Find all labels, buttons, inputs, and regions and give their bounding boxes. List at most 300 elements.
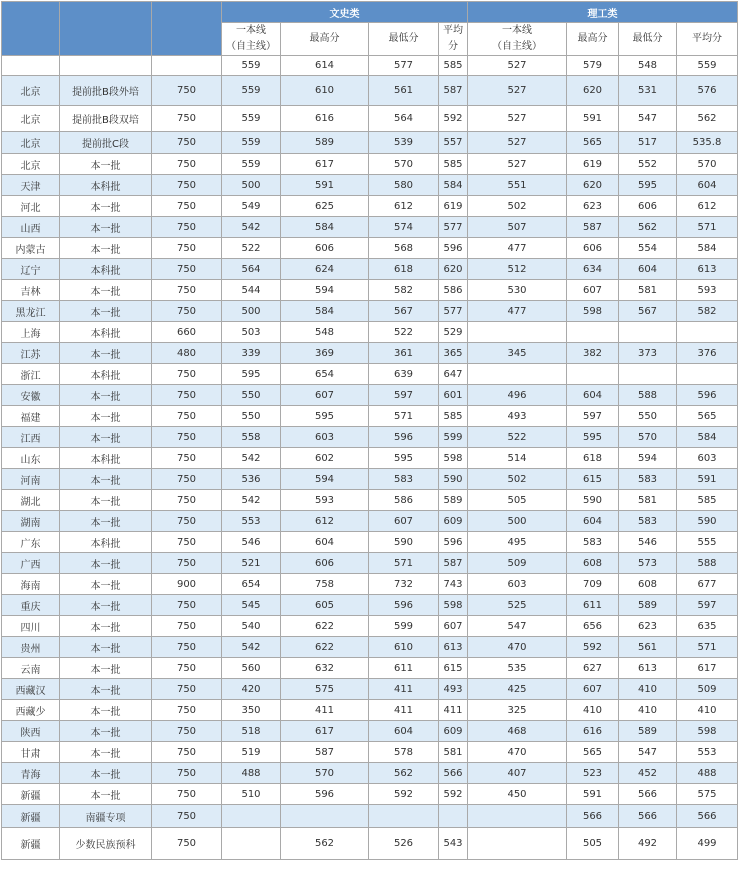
table-cell: 750 — [152, 259, 222, 280]
table-cell: 570 — [369, 154, 439, 175]
table-cell: 570 — [619, 427, 677, 448]
table-cell: 584 — [439, 175, 468, 196]
table-cell: 567 — [619, 301, 677, 322]
table-cell: 604 — [567, 511, 619, 532]
table-cell — [468, 828, 567, 860]
table-cell: 564 — [222, 259, 281, 280]
table-cell: 639 — [369, 364, 439, 385]
table-cell: 522 — [468, 427, 567, 448]
table-cell: 601 — [439, 385, 468, 406]
table-cell: 543 — [439, 828, 468, 860]
table-cell: 567 — [369, 301, 439, 322]
table-cell: 本一批 — [60, 217, 152, 238]
table-cell: 608 — [567, 553, 619, 574]
table-cell — [60, 56, 152, 76]
table-row — [2, 364, 738, 385]
table-cell: 750 — [152, 406, 222, 427]
table-cell: 内蒙古 — [2, 238, 60, 259]
table-cell: 583 — [619, 469, 677, 490]
table-cell: 542 — [222, 490, 281, 511]
table-cell — [468, 322, 567, 343]
table-cell: 提前批C段 — [60, 132, 152, 154]
table-cell: 566 — [439, 763, 468, 784]
table-cell: 596 — [677, 385, 738, 406]
table-cell: 581 — [619, 280, 677, 301]
table-cell: 591 — [677, 469, 738, 490]
table-cell: 585 — [439, 154, 468, 175]
table-cell: 536 — [222, 469, 281, 490]
header-wenshi-avg — [439, 23, 468, 56]
table-row — [2, 427, 738, 448]
table-cell: 599 — [439, 427, 468, 448]
table-cell: 597 — [567, 406, 619, 427]
table-cell: 510 — [222, 784, 281, 805]
table-cell: 613 — [677, 259, 738, 280]
table-cell: 502 — [468, 469, 567, 490]
table-cell: 606 — [281, 238, 369, 259]
table-cell: 南疆专项 — [60, 805, 152, 828]
table-cell: 577 — [439, 217, 468, 238]
table-cell: 530 — [468, 280, 567, 301]
table-cell: 571 — [369, 406, 439, 427]
table-cell: 本科批 — [60, 322, 152, 343]
table-cell: 592 — [567, 637, 619, 658]
table-cell: 518 — [222, 721, 281, 742]
table-cell: 551 — [468, 175, 567, 196]
table-cell: 365 — [439, 343, 468, 364]
table-cell: 595 — [619, 175, 677, 196]
table-cell: 604 — [281, 532, 369, 553]
table-cell: 656 — [567, 616, 619, 637]
table-cell: 本一批 — [60, 511, 152, 532]
table-cell: 542 — [222, 448, 281, 469]
table-cell: 615 — [567, 469, 619, 490]
table-cell: 505 — [567, 828, 619, 860]
table-cell: 青海 — [2, 763, 60, 784]
table-cell: 本一批 — [60, 595, 152, 616]
table-cell: 603 — [677, 448, 738, 469]
table-cell: 上海 — [2, 322, 60, 343]
table-cell — [222, 828, 281, 860]
table-cell: 546 — [222, 532, 281, 553]
table-cell: 615 — [439, 658, 468, 679]
table-row — [2, 175, 738, 196]
header-ligong-min: 最低分 — [619, 23, 677, 56]
table-cell: 本一批 — [60, 301, 152, 322]
table-cell: 750 — [152, 301, 222, 322]
table-cell: 750 — [152, 448, 222, 469]
table-cell: 750 — [152, 469, 222, 490]
table-cell: 本一批 — [60, 490, 152, 511]
table-cell: 566 — [619, 784, 677, 805]
table-cell: 618 — [567, 448, 619, 469]
table-cell: 555 — [677, 532, 738, 553]
table-cell: 750 — [152, 700, 222, 721]
table-cell: 373 — [619, 343, 677, 364]
table-cell: 本一批 — [60, 238, 152, 259]
table-row — [2, 784, 738, 805]
table-cell — [281, 805, 369, 828]
score-table — [1, 1, 738, 860]
table-cell: 571 — [677, 637, 738, 658]
table-cell: 623 — [567, 196, 619, 217]
table-body — [2, 56, 738, 860]
table-cell: 410 — [619, 679, 677, 700]
table-cell: 566 — [619, 805, 677, 828]
table-cell: 480 — [152, 343, 222, 364]
table-cell: 608 — [619, 574, 677, 595]
table-cell: 595 — [567, 427, 619, 448]
table-cell: 617 — [281, 721, 369, 742]
table-cell: 607 — [567, 679, 619, 700]
header-wenshi: 文史类 — [222, 2, 468, 23]
header-province — [2, 2, 60, 56]
table-cell: 547 — [619, 742, 677, 763]
table-cell: 548 — [619, 56, 677, 76]
header-wenshi-max: 最高分 — [281, 23, 369, 56]
table-row — [2, 301, 738, 322]
table-cell: 571 — [369, 553, 439, 574]
table-cell: 585 — [677, 490, 738, 511]
table-cell: 568 — [369, 238, 439, 259]
table-cell: 本一批 — [60, 637, 152, 658]
table-cell: 604 — [677, 175, 738, 196]
table-cell: 576 — [677, 76, 738, 106]
table-cell: 595 — [222, 364, 281, 385]
table-cell: 585 — [439, 56, 468, 76]
table-cell: 596 — [369, 427, 439, 448]
table-cell: 345 — [468, 343, 567, 364]
table-cell: 410 — [619, 700, 677, 721]
table-cell: 561 — [619, 637, 677, 658]
table-cell: 632 — [281, 658, 369, 679]
table-cell: 606 — [567, 238, 619, 259]
table-cell: 411 — [369, 679, 439, 700]
table-cell: 594 — [619, 448, 677, 469]
table-cell: 509 — [468, 553, 567, 574]
table-cell: 750 — [152, 805, 222, 828]
table-cell: 750 — [152, 553, 222, 574]
table-cell: 635 — [677, 616, 738, 637]
table-cell: 562 — [619, 217, 677, 238]
table-cell: 527 — [468, 56, 567, 76]
table-cell: 750 — [152, 679, 222, 700]
table-cell: 603 — [468, 574, 567, 595]
table-cell: 河南 — [2, 469, 60, 490]
table-cell: 590 — [369, 532, 439, 553]
table-cell: 本一批 — [60, 784, 152, 805]
table-row — [2, 406, 738, 427]
table-cell: 505 — [468, 490, 567, 511]
table-cell: 470 — [468, 742, 567, 763]
table-cell: 559 — [222, 154, 281, 175]
table-cell: 500 — [222, 301, 281, 322]
header-ligong-avg: 平均分 — [677, 23, 738, 56]
table-cell: 369 — [281, 343, 369, 364]
table-cell: 493 — [468, 406, 567, 427]
table-cell: 本科批 — [60, 259, 152, 280]
table-cell: 589 — [619, 595, 677, 616]
table-cell: 584 — [281, 301, 369, 322]
table-cell: 546 — [619, 532, 677, 553]
table-cell: 593 — [281, 490, 369, 511]
table-cell: 605 — [281, 595, 369, 616]
header-line-label: 一本线 — [236, 25, 266, 36]
table-cell: 590 — [567, 490, 619, 511]
table-cell: 529 — [439, 322, 468, 343]
table-cell: 610 — [281, 76, 369, 106]
table-cell: 493 — [439, 679, 468, 700]
table-cell: 660 — [152, 322, 222, 343]
table-cell: 陕西 — [2, 721, 60, 742]
table-cell: 580 — [369, 175, 439, 196]
table-row — [2, 469, 738, 490]
table-cell: 570 — [677, 154, 738, 175]
table-cell: 750 — [152, 385, 222, 406]
table-cell: 598 — [567, 301, 619, 322]
table-cell: 542 — [222, 637, 281, 658]
table-cell: 本一批 — [60, 574, 152, 595]
table-row — [2, 132, 738, 154]
table-row — [2, 217, 738, 238]
table-cell — [2, 56, 60, 76]
table-cell: 750 — [152, 280, 222, 301]
table-cell: 750 — [152, 76, 222, 106]
table-cell: 云南 — [2, 658, 60, 679]
table-cell: 376 — [677, 343, 738, 364]
table-cell: 622 — [281, 637, 369, 658]
table-cell: 620 — [439, 259, 468, 280]
table-cell: 559 — [222, 56, 281, 76]
table-cell: 574 — [369, 217, 439, 238]
table-cell: 山西 — [2, 217, 60, 238]
table-cell: 562 — [281, 828, 369, 860]
table-cell: 750 — [152, 175, 222, 196]
table-cell: 527 — [468, 154, 567, 175]
table-cell: 596 — [439, 238, 468, 259]
table-cell: 750 — [152, 616, 222, 637]
table-cell: 少数民族预科 — [60, 828, 152, 860]
table-cell: 甘肃 — [2, 742, 60, 763]
table-cell: 612 — [281, 511, 369, 532]
table-cell: 589 — [439, 490, 468, 511]
table-cell: 吉林 — [2, 280, 60, 301]
table-cell: 750 — [152, 196, 222, 217]
table-cell: 597 — [677, 595, 738, 616]
table-row — [2, 828, 738, 860]
table-cell: 594 — [281, 280, 369, 301]
table-cell — [369, 805, 439, 828]
table-row — [2, 196, 738, 217]
table-cell: 750 — [152, 637, 222, 658]
table-cell: 本一批 — [60, 553, 152, 574]
table-cell: 607 — [281, 385, 369, 406]
table-cell: 750 — [152, 828, 222, 860]
table-cell: 592 — [439, 106, 468, 132]
table-cell: 411 — [369, 700, 439, 721]
table-cell: 559 — [222, 132, 281, 154]
table-cell: 512 — [468, 259, 567, 280]
table-row — [2, 76, 738, 106]
table-cell: 550 — [619, 406, 677, 427]
table-cell: 339 — [222, 343, 281, 364]
table-cell: 750 — [152, 511, 222, 532]
table-cell: 900 — [152, 574, 222, 595]
table-cell: 620 — [567, 175, 619, 196]
table-cell: 本一批 — [60, 427, 152, 448]
table-cell: 492 — [619, 828, 677, 860]
table-cell: 750 — [152, 106, 222, 132]
table-cell: 617 — [677, 658, 738, 679]
table-cell: 本科批 — [60, 175, 152, 196]
table-cell: 527 — [468, 106, 567, 132]
table-cell: 557 — [439, 132, 468, 154]
table-cell: 509 — [677, 679, 738, 700]
table-cell: 596 — [369, 595, 439, 616]
table-cell: 598 — [439, 595, 468, 616]
table-cell: 547 — [468, 616, 567, 637]
table-cell: 583 — [619, 511, 677, 532]
table-row — [2, 616, 738, 637]
table-cell: 477 — [468, 238, 567, 259]
table-row — [2, 658, 738, 679]
table-cell: 福建 — [2, 406, 60, 427]
table-cell: 596 — [281, 784, 369, 805]
table-cell: 天津 — [2, 175, 60, 196]
table-cell: 604 — [369, 721, 439, 742]
table-row — [2, 595, 738, 616]
table-cell: 622 — [281, 616, 369, 637]
table-cell: 581 — [439, 742, 468, 763]
table-row — [2, 56, 738, 76]
table-cell: 606 — [619, 196, 677, 217]
table-cell: 587 — [281, 742, 369, 763]
table-cell: 598 — [677, 721, 738, 742]
table-cell: 595 — [281, 406, 369, 427]
table-cell: 750 — [152, 595, 222, 616]
table-cell: 本一批 — [60, 658, 152, 679]
table-cell: 585 — [439, 406, 468, 427]
table-cell: 552 — [619, 154, 677, 175]
table-cell: 湖北 — [2, 490, 60, 511]
table-row — [2, 238, 738, 259]
table-cell: 565 — [677, 406, 738, 427]
table-cell: 592 — [369, 784, 439, 805]
table-cell: 559 — [222, 76, 281, 106]
table-cell: 750 — [152, 154, 222, 175]
table-cell: 620 — [567, 76, 619, 106]
table-cell: 616 — [281, 106, 369, 132]
table-cell: 本一批 — [60, 406, 152, 427]
table-cell: 627 — [567, 658, 619, 679]
table-cell: 547 — [619, 106, 677, 132]
table-cell: 545 — [222, 595, 281, 616]
table-cell: 593 — [677, 280, 738, 301]
table-cell: 539 — [369, 132, 439, 154]
table-cell: 544 — [222, 280, 281, 301]
table-cell: 贵州 — [2, 637, 60, 658]
table-row — [2, 385, 738, 406]
table-cell: 617 — [281, 154, 369, 175]
table-cell: 560 — [222, 658, 281, 679]
table-cell: 613 — [619, 658, 677, 679]
table-cell: 549 — [222, 196, 281, 217]
table-cell: 654 — [222, 574, 281, 595]
table-cell: 本一批 — [60, 700, 152, 721]
table-cell: 江西 — [2, 427, 60, 448]
table-cell: 559 — [677, 56, 738, 76]
table-cell: 540 — [222, 616, 281, 637]
table-cell: 522 — [222, 238, 281, 259]
table-cell: 743 — [439, 574, 468, 595]
table-cell: 海南 — [2, 574, 60, 595]
table-row — [2, 280, 738, 301]
table-cell: 531 — [619, 76, 677, 106]
table-cell: 566 — [567, 805, 619, 828]
table-cell: 522 — [369, 322, 439, 343]
table-cell: 北京 — [2, 132, 60, 154]
table-cell: 575 — [281, 679, 369, 700]
table-cell: 566 — [677, 805, 738, 828]
table-cell: 587 — [439, 76, 468, 106]
table-cell: 603 — [281, 427, 369, 448]
table-cell: 583 — [567, 532, 619, 553]
table-cell: 624 — [281, 259, 369, 280]
table-cell: 577 — [369, 56, 439, 76]
table-cell: 548 — [281, 322, 369, 343]
table-cell: 611 — [567, 595, 619, 616]
table-cell: 北京 — [2, 76, 60, 106]
table-cell: 西藏汉 — [2, 679, 60, 700]
table-cell: 609 — [439, 721, 468, 742]
table-cell: 750 — [152, 721, 222, 742]
table-cell: 本科批 — [60, 364, 152, 385]
header-ligong-line — [468, 23, 567, 56]
table-cell: 613 — [439, 637, 468, 658]
table-cell: 辽宁 — [2, 259, 60, 280]
table-cell: 新疆 — [2, 805, 60, 828]
table-cell: 提前批B段双培 — [60, 106, 152, 132]
table-cell: 广东 — [2, 532, 60, 553]
table-cell — [677, 364, 738, 385]
table-cell: 562 — [677, 106, 738, 132]
table-cell: 589 — [619, 721, 677, 742]
table-cell: 594 — [281, 469, 369, 490]
table-cell: 500 — [468, 511, 567, 532]
table-cell: 750 — [152, 364, 222, 385]
table-cell: 浙江 — [2, 364, 60, 385]
table-cell: 安徽 — [2, 385, 60, 406]
table-cell: 607 — [439, 616, 468, 637]
table-cell: 611 — [369, 658, 439, 679]
table-cell: 582 — [677, 301, 738, 322]
table-cell: 750 — [152, 427, 222, 448]
table-cell: 521 — [222, 553, 281, 574]
table-cell: 559 — [222, 106, 281, 132]
table-cell: 709 — [567, 574, 619, 595]
table-cell — [439, 805, 468, 828]
table-cell: 本一批 — [60, 742, 152, 763]
header-fullscore — [152, 2, 222, 56]
table-row — [2, 553, 738, 574]
table-cell: 750 — [152, 658, 222, 679]
table-cell: 425 — [468, 679, 567, 700]
table-row — [2, 448, 738, 469]
table-row — [2, 742, 738, 763]
table-cell: 北京 — [2, 106, 60, 132]
table-cell: 750 — [152, 238, 222, 259]
table-row — [2, 805, 738, 828]
